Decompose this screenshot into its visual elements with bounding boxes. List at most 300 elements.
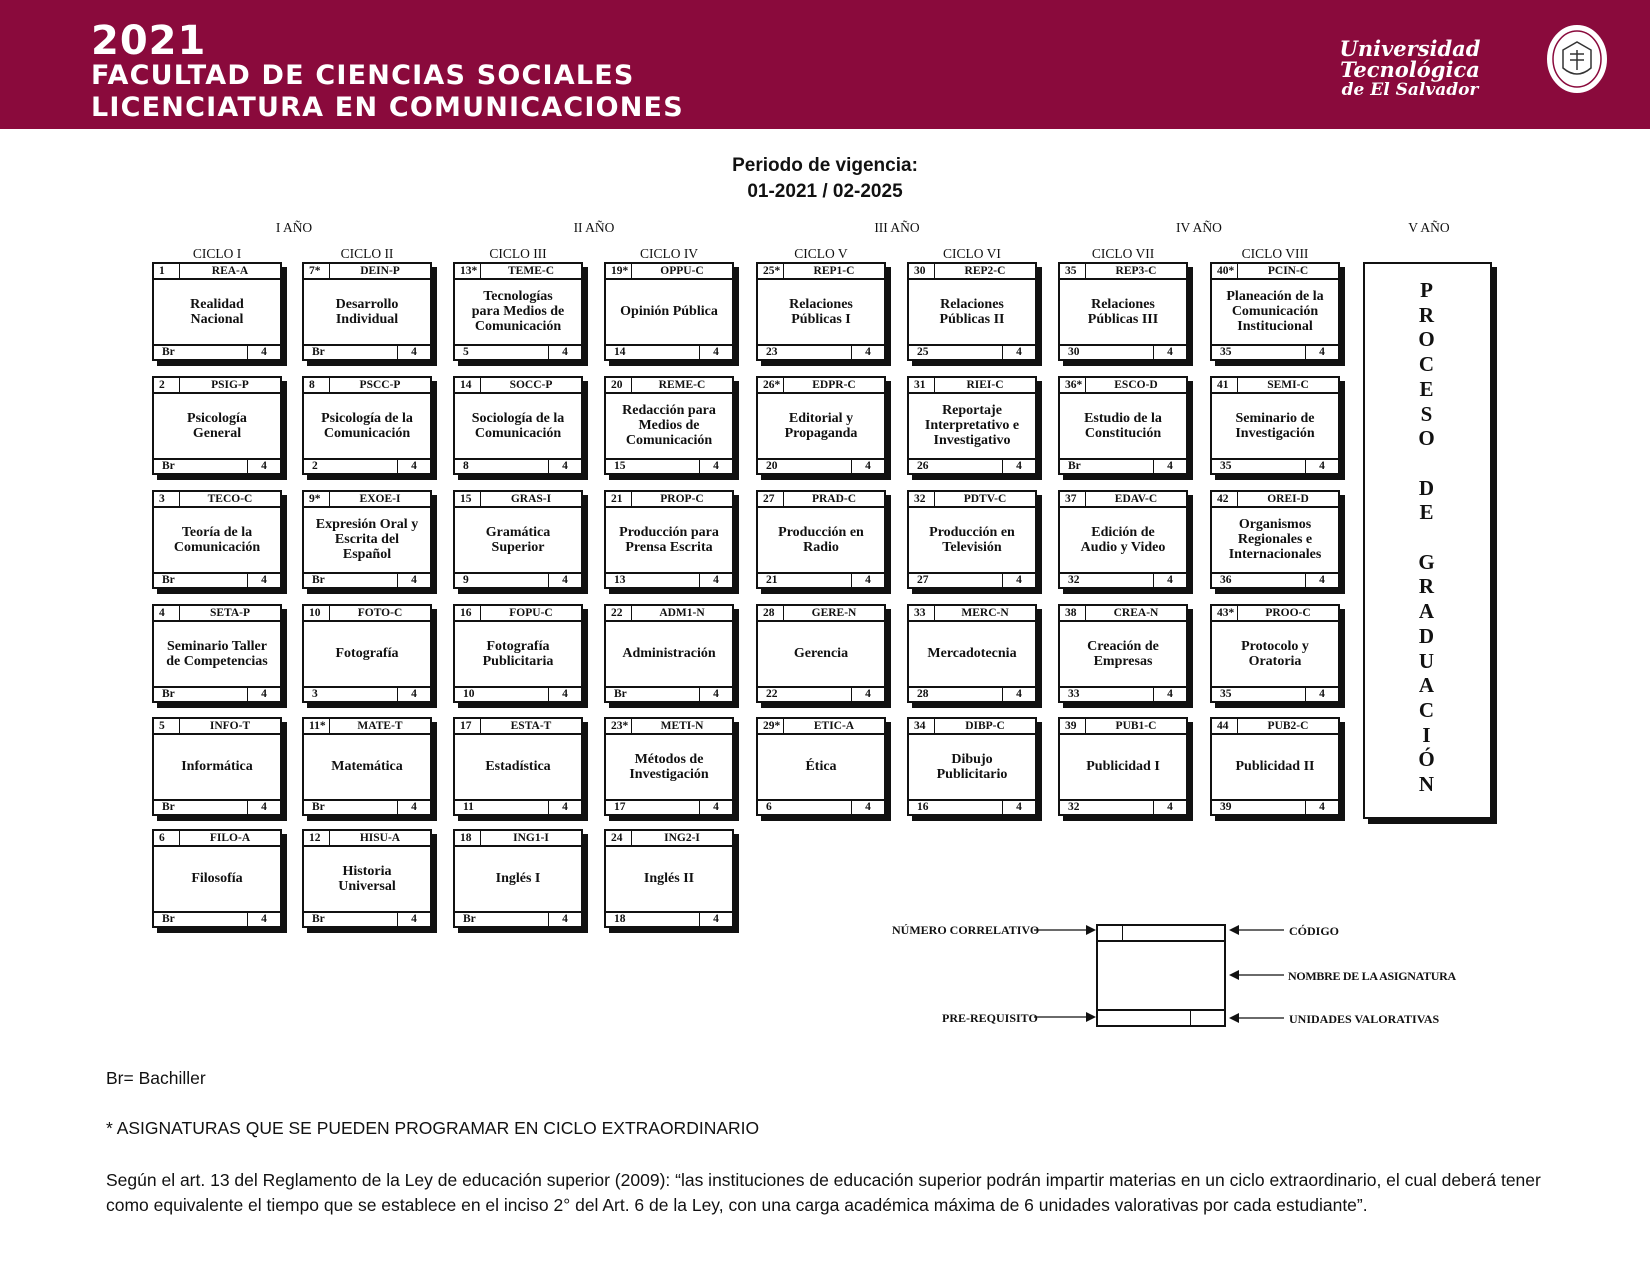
course-header — [304, 719, 430, 735]
course-units: 4 — [713, 574, 719, 586]
course-name: Tecnologías para Medios de Comunicación — [471, 289, 565, 334]
course-name: Filosofía — [191, 871, 243, 886]
cycle-label: CICLO I — [192, 246, 242, 261]
course-code: PSIG-P — [211, 379, 249, 391]
course-units: 4 — [411, 688, 417, 700]
course-number: 2 — [154, 378, 180, 392]
course-prerequisite: 26 — [909, 460, 1003, 473]
course-footer — [909, 344, 1035, 359]
graduation-label: P R O C E S O D E G R A D U A C I Ó N — [1418, 278, 1437, 797]
cycle-label: CICLO V — [794, 246, 848, 261]
course-number: 44 — [1212, 719, 1238, 733]
course-card — [302, 604, 432, 703]
course-name: Teoría de la Comunicación — [173, 524, 261, 555]
course-footer — [909, 572, 1035, 587]
course-prerequisite: 6 — [758, 801, 852, 814]
course-prerequisite: 21 — [758, 574, 852, 587]
note-bachiller: Br= Bachiller — [106, 1068, 206, 1088]
course-card — [1058, 490, 1188, 589]
course-prerequisite: 20 — [758, 460, 852, 473]
course-prerequisite: Br — [154, 346, 248, 359]
course-number: 40* — [1212, 264, 1238, 278]
course-footer — [1060, 799, 1186, 814]
course-units: 4 — [1016, 346, 1022, 358]
course-number: 12 — [304, 831, 330, 845]
course-card — [302, 490, 432, 589]
header-banner — [0, 0, 1650, 129]
course-number: 6 — [154, 831, 180, 845]
course-number: 33 — [909, 606, 935, 620]
course-header — [304, 378, 430, 394]
course-units: 4 — [713, 913, 719, 925]
course-code: PUB2-C — [1267, 720, 1309, 732]
course-prerequisite: 5 — [455, 346, 549, 359]
course-header — [1212, 378, 1338, 394]
course-card — [907, 717, 1037, 816]
course-number: 4 — [154, 606, 180, 620]
course-footer — [758, 572, 884, 587]
course-number: 7* — [304, 264, 330, 278]
course-card — [907, 604, 1037, 703]
course-name: Publicidad I — [1086, 759, 1160, 774]
course-code: ADM1-N — [659, 607, 705, 619]
course-footer — [455, 572, 581, 587]
course-number: 16 — [455, 606, 481, 620]
course-prerequisite: 28 — [909, 688, 1003, 701]
cycle-label: CICLO VIII — [1241, 246, 1309, 261]
course-name: Psicología de la Comunicación — [321, 410, 413, 441]
course-footer — [154, 572, 280, 587]
course-header — [909, 719, 1035, 735]
course-header — [455, 606, 581, 622]
course-units: 4 — [713, 460, 719, 472]
course-card — [152, 376, 282, 475]
course-number: 28 — [758, 606, 784, 620]
course-number: 27 — [758, 492, 784, 506]
course-prerequisite: Br — [154, 574, 248, 587]
course-header — [455, 378, 581, 394]
course-units: 4 — [1167, 688, 1173, 700]
course-code: EXOE-I — [359, 493, 401, 505]
course-card — [756, 262, 886, 361]
course-footer — [154, 344, 280, 359]
course-units: 4 — [562, 801, 568, 813]
course-footer — [758, 686, 884, 701]
course-number: 8 — [304, 378, 330, 392]
course-card — [1058, 604, 1188, 703]
course-code: TEME-C — [508, 265, 554, 277]
course-footer — [758, 799, 884, 814]
course-number: 11* — [304, 719, 330, 733]
course-code: EDAV-C — [1114, 493, 1158, 505]
course-footer — [1060, 344, 1186, 359]
course-code: EDPR-C — [812, 379, 856, 391]
course-number: 21 — [606, 492, 632, 506]
course-name: Inglés II — [643, 871, 695, 886]
course-number: 37 — [1060, 492, 1086, 506]
course-prerequisite: 32 — [1060, 801, 1154, 814]
course-header — [606, 378, 732, 394]
course-name: Planeación de la Comunicación Institucional — [1226, 289, 1324, 334]
course-footer — [304, 572, 430, 587]
course-footer — [1212, 344, 1338, 359]
legend-arrow-left-icon — [1229, 1012, 1284, 1024]
course-card — [604, 490, 734, 589]
course-code: REME-C — [658, 379, 706, 391]
course-footer — [1212, 572, 1338, 587]
course-name: Producción en Televisión — [929, 524, 1015, 555]
course-name: Historia Universal — [338, 863, 396, 894]
course-footer — [606, 686, 732, 701]
course-number: 23* — [606, 719, 632, 733]
course-units: 4 — [261, 913, 267, 925]
course-header — [1212, 492, 1338, 508]
course-prerequisite: Br — [606, 688, 700, 701]
course-footer — [304, 458, 430, 473]
course-code: PRAD-C — [811, 493, 857, 505]
university-location: de El Salvador — [1341, 80, 1479, 100]
course-card — [453, 262, 583, 361]
course-name: Inglés I — [495, 871, 541, 886]
course-code: GERE-N — [811, 607, 857, 619]
course-number: 26* — [758, 378, 784, 392]
course-code: ETIC-A — [813, 720, 855, 732]
course-footer — [909, 799, 1035, 814]
course-number: 14 — [455, 378, 481, 392]
course-card — [453, 490, 583, 589]
course-code: MATE-T — [357, 720, 403, 732]
plan-year: 2021 — [91, 18, 207, 64]
course-code: TECO-C — [207, 493, 253, 505]
course-header — [758, 606, 884, 622]
validity-range: 01-2021 / 02-2025 — [747, 181, 903, 202]
course-footer — [758, 344, 884, 359]
faculty-title: FACULTAD DE CIENCIAS SOCIALES — [91, 60, 635, 91]
course-code: DIBP-C — [965, 720, 1005, 732]
course-prerequisite: Br — [304, 346, 398, 359]
course-code: ESTA-T — [510, 720, 552, 732]
course-number: 19* — [606, 264, 632, 278]
course-name: Opinión Pública — [620, 304, 718, 319]
university-seal-icon — [1546, 24, 1608, 94]
course-name: Redacción para Medios de Comunicación — [622, 403, 716, 448]
course-units: 4 — [411, 801, 417, 813]
course-name: Desarrollo Individual — [335, 296, 399, 327]
course-footer — [154, 799, 280, 814]
course-units: 4 — [1319, 346, 1325, 358]
course-prerequisite: Br — [304, 913, 398, 926]
course-header — [606, 492, 732, 508]
course-number: 39 — [1060, 719, 1086, 733]
legend-name-label: NOMBRE DE LA ASIGNATURA — [1288, 969, 1456, 983]
course-prerequisite: Br — [304, 801, 398, 814]
course-header — [758, 492, 884, 508]
course-card — [1210, 490, 1340, 589]
course-units: 4 — [411, 913, 417, 925]
course-name: Mercadotecnia — [927, 646, 1017, 661]
course-units: 4 — [1319, 688, 1325, 700]
legend-uv-label: UNIDADES VALORATIVAS — [1289, 1012, 1440, 1026]
course-prerequisite: 27 — [909, 574, 1003, 587]
course-number: 42 — [1212, 492, 1238, 506]
course-units: 4 — [713, 688, 719, 700]
year-label: IV AÑO — [1176, 220, 1222, 235]
cycle-label: CICLO II — [340, 246, 394, 261]
course-code: ESCO-D — [1114, 379, 1158, 391]
course-code: MERC-N — [961, 607, 1009, 619]
course-code: SOCC-P — [509, 379, 553, 391]
graduation-process-box — [1363, 262, 1492, 819]
course-number: 24 — [606, 831, 632, 845]
course-prerequisite: 14 — [606, 346, 700, 359]
legend-sample-card — [1096, 924, 1226, 1027]
course-footer — [909, 686, 1035, 701]
course-footer — [606, 911, 732, 926]
course-units: 4 — [1167, 574, 1173, 586]
course-footer — [1060, 458, 1186, 473]
legend-prereq-label: PRE-REQUISITO — [942, 1011, 1038, 1025]
course-header — [154, 606, 280, 622]
course-number: 34 — [909, 719, 935, 733]
course-units: 4 — [411, 574, 417, 586]
course-prerequisite: 23 — [758, 346, 852, 359]
course-footer — [455, 344, 581, 359]
course-code: GRAS-I — [510, 493, 552, 505]
course-footer — [304, 911, 430, 926]
course-units: 4 — [562, 346, 568, 358]
course-footer — [455, 911, 581, 926]
course-units: 4 — [713, 346, 719, 358]
course-card — [604, 376, 734, 475]
course-code: SETA-P — [209, 607, 251, 619]
course-prerequisite: 13 — [606, 574, 700, 587]
course-prerequisite: 39 — [1212, 801, 1306, 814]
course-name: Métodos de Investigación — [629, 751, 709, 782]
course-header — [455, 719, 581, 735]
course-name: Estadística — [485, 759, 551, 774]
course-number: 10 — [304, 606, 330, 620]
course-number: 18 — [455, 831, 481, 845]
course-prerequisite: 32 — [1060, 574, 1154, 587]
course-footer — [304, 686, 430, 701]
legend-arrow-left-icon — [1229, 969, 1284, 981]
course-name: Seminario Taller de Competencias — [166, 638, 268, 669]
course-code: CREA-N — [1113, 607, 1159, 619]
course-header — [1060, 606, 1186, 622]
course-footer — [154, 686, 280, 701]
course-footer — [455, 686, 581, 701]
course-number: 15 — [455, 492, 481, 506]
course-header — [606, 719, 732, 735]
course-number: 35 — [1060, 264, 1086, 278]
course-card — [152, 262, 282, 361]
course-prerequisite: 33 — [1060, 688, 1154, 701]
course-footer — [606, 572, 732, 587]
course-units: 4 — [1016, 460, 1022, 472]
course-footer — [154, 458, 280, 473]
year-label: V AÑO — [1408, 220, 1450, 235]
course-header — [758, 719, 884, 735]
course-name: Administración — [622, 646, 716, 661]
course-name: Informática — [181, 759, 253, 774]
course-prerequisite: Br — [154, 460, 248, 473]
course-units: 4 — [865, 346, 871, 358]
year-label: III AÑO — [874, 220, 920, 235]
course-header — [455, 264, 581, 280]
course-code: PCIN-C — [1267, 265, 1309, 277]
course-card — [302, 717, 432, 816]
course-header — [1060, 264, 1186, 280]
course-card — [1210, 604, 1340, 703]
university-name: Universidad Tecnológica — [1339, 36, 1481, 82]
course-footer — [1212, 799, 1338, 814]
course-card — [453, 376, 583, 475]
year-label: II AÑO — [573, 220, 615, 235]
course-card — [152, 829, 282, 928]
course-card — [1058, 376, 1188, 475]
course-header — [606, 606, 732, 622]
course-units: 4 — [1016, 801, 1022, 813]
course-units: 4 — [1319, 574, 1325, 586]
course-name: Publicidad II — [1235, 759, 1315, 774]
course-prerequisite: 8 — [455, 460, 549, 473]
course-card — [1058, 262, 1188, 361]
course-name: Gramática Superior — [485, 524, 551, 555]
course-code: FOTO-C — [357, 607, 403, 619]
course-prerequisite: Br — [154, 913, 248, 926]
course-card — [1058, 717, 1188, 816]
course-header — [304, 492, 430, 508]
legend-number-label: NÚMERO CORRELATIVO — [892, 923, 1040, 937]
course-card — [756, 604, 886, 703]
course-units: 4 — [865, 688, 871, 700]
course-name: Ética — [805, 759, 837, 774]
course-units: 4 — [865, 460, 871, 472]
course-name: Fotografía — [335, 646, 399, 661]
course-header — [455, 831, 581, 847]
course-header — [1212, 606, 1338, 622]
course-units: 4 — [1167, 346, 1173, 358]
course-name: Organismos Regionales e Internacionales — [1228, 517, 1322, 562]
course-name: Creación de Empresas — [1087, 638, 1159, 669]
course-header — [304, 606, 430, 622]
course-units: 4 — [562, 913, 568, 925]
course-name: Dibujo Publicitario — [936, 751, 1008, 782]
course-units: 4 — [713, 801, 719, 813]
course-prerequisite: 35 — [1212, 346, 1306, 359]
course-card — [302, 829, 432, 928]
course-card — [1210, 717, 1340, 816]
course-code: RIEI-C — [966, 379, 1004, 391]
legend-code-label: CÓDIGO — [1289, 924, 1340, 938]
course-card — [152, 490, 282, 589]
course-name: Matemática — [331, 759, 403, 774]
course-footer — [758, 458, 884, 473]
course-name: Relaciones Públicas II — [939, 296, 1005, 327]
course-name: Seminario de Investigación — [1235, 410, 1315, 441]
course-number: 25* — [758, 264, 784, 278]
course-name: Editorial y Propaganda — [784, 410, 858, 441]
course-units: 4 — [562, 460, 568, 472]
course-card — [756, 717, 886, 816]
course-number: 9* — [304, 492, 330, 506]
course-footer — [154, 911, 280, 926]
course-code: INFO-T — [209, 720, 251, 732]
course-footer — [909, 458, 1035, 473]
course-header — [154, 831, 280, 847]
course-name: Expresión Oral y Escrita del Español — [315, 517, 419, 562]
course-prerequisite: 35 — [1212, 688, 1306, 701]
course-number: 41 — [1212, 378, 1238, 392]
course-footer — [304, 344, 430, 359]
note-regulation: Según el art. 13 del Reglamento de la Ley de educación superior (2009): “las instituciones de educación superior podrán impartir materias en un ciclo extraordinario, el cual deberá tener como equivalente el tiempo que se establece en el inciso 2° del Art. 6 de la Ley, con una carga académica máxima de 6 unidades valorativas por cada estudiante”. — [106, 1170, 1541, 1215]
course-prerequisite: Br — [1060, 460, 1154, 473]
course-card — [302, 262, 432, 361]
course-units: 4 — [562, 688, 568, 700]
course-header — [154, 719, 280, 735]
legend-arrow-right-icon — [1034, 924, 1096, 936]
course-number: 38 — [1060, 606, 1086, 620]
course-footer — [606, 344, 732, 359]
degree-title: LICENCIATURA EN COMUNICACIONES — [91, 92, 684, 123]
course-name: Producción en Radio — [778, 524, 864, 555]
course-card — [152, 717, 282, 816]
course-card — [756, 490, 886, 589]
course-footer — [1212, 458, 1338, 473]
course-prerequisite: Br — [304, 574, 398, 587]
course-code: REP3-C — [1115, 265, 1157, 277]
course-card — [604, 604, 734, 703]
course-header — [909, 378, 1035, 394]
course-name: Producción para Prensa Escrita — [619, 524, 719, 555]
course-card — [907, 376, 1037, 475]
course-name: Reportaje Interpretativo e Investigativo — [924, 403, 1020, 448]
course-prerequisite: 18 — [606, 913, 700, 926]
course-code: FILO-A — [209, 832, 251, 844]
course-code: PUB1-C — [1115, 720, 1157, 732]
course-footer — [1060, 686, 1186, 701]
course-number: 36* — [1060, 378, 1086, 392]
course-number: 43* — [1212, 606, 1238, 620]
course-prerequisite: 25 — [909, 346, 1003, 359]
course-name: Fotografía Publicitaria — [482, 638, 554, 669]
course-footer — [606, 458, 732, 473]
course-card — [756, 376, 886, 475]
course-prerequisite: 36 — [1212, 574, 1306, 587]
course-footer — [455, 458, 581, 473]
course-number: 3 — [154, 492, 180, 506]
course-code: REP2-C — [964, 265, 1006, 277]
course-card — [453, 829, 583, 928]
course-header — [154, 492, 280, 508]
course-number: 31 — [909, 378, 935, 392]
course-number: 29* — [758, 719, 784, 733]
course-footer — [304, 799, 430, 814]
course-name: Sociología de la Comunicación — [471, 410, 565, 441]
course-header — [606, 264, 732, 280]
course-number: 5 — [154, 719, 180, 733]
course-header — [154, 378, 280, 394]
course-name: Relaciones Públicas III — [1087, 296, 1159, 327]
course-units: 4 — [1167, 460, 1173, 472]
course-number: 22 — [606, 606, 632, 620]
legend-arrow-left-icon — [1229, 924, 1284, 936]
course-header — [1060, 719, 1186, 735]
course-card — [453, 717, 583, 816]
course-name: Relaciones Públicas I — [789, 296, 853, 327]
university-logo-text — [1280, 38, 1540, 99]
course-card — [1210, 262, 1340, 361]
